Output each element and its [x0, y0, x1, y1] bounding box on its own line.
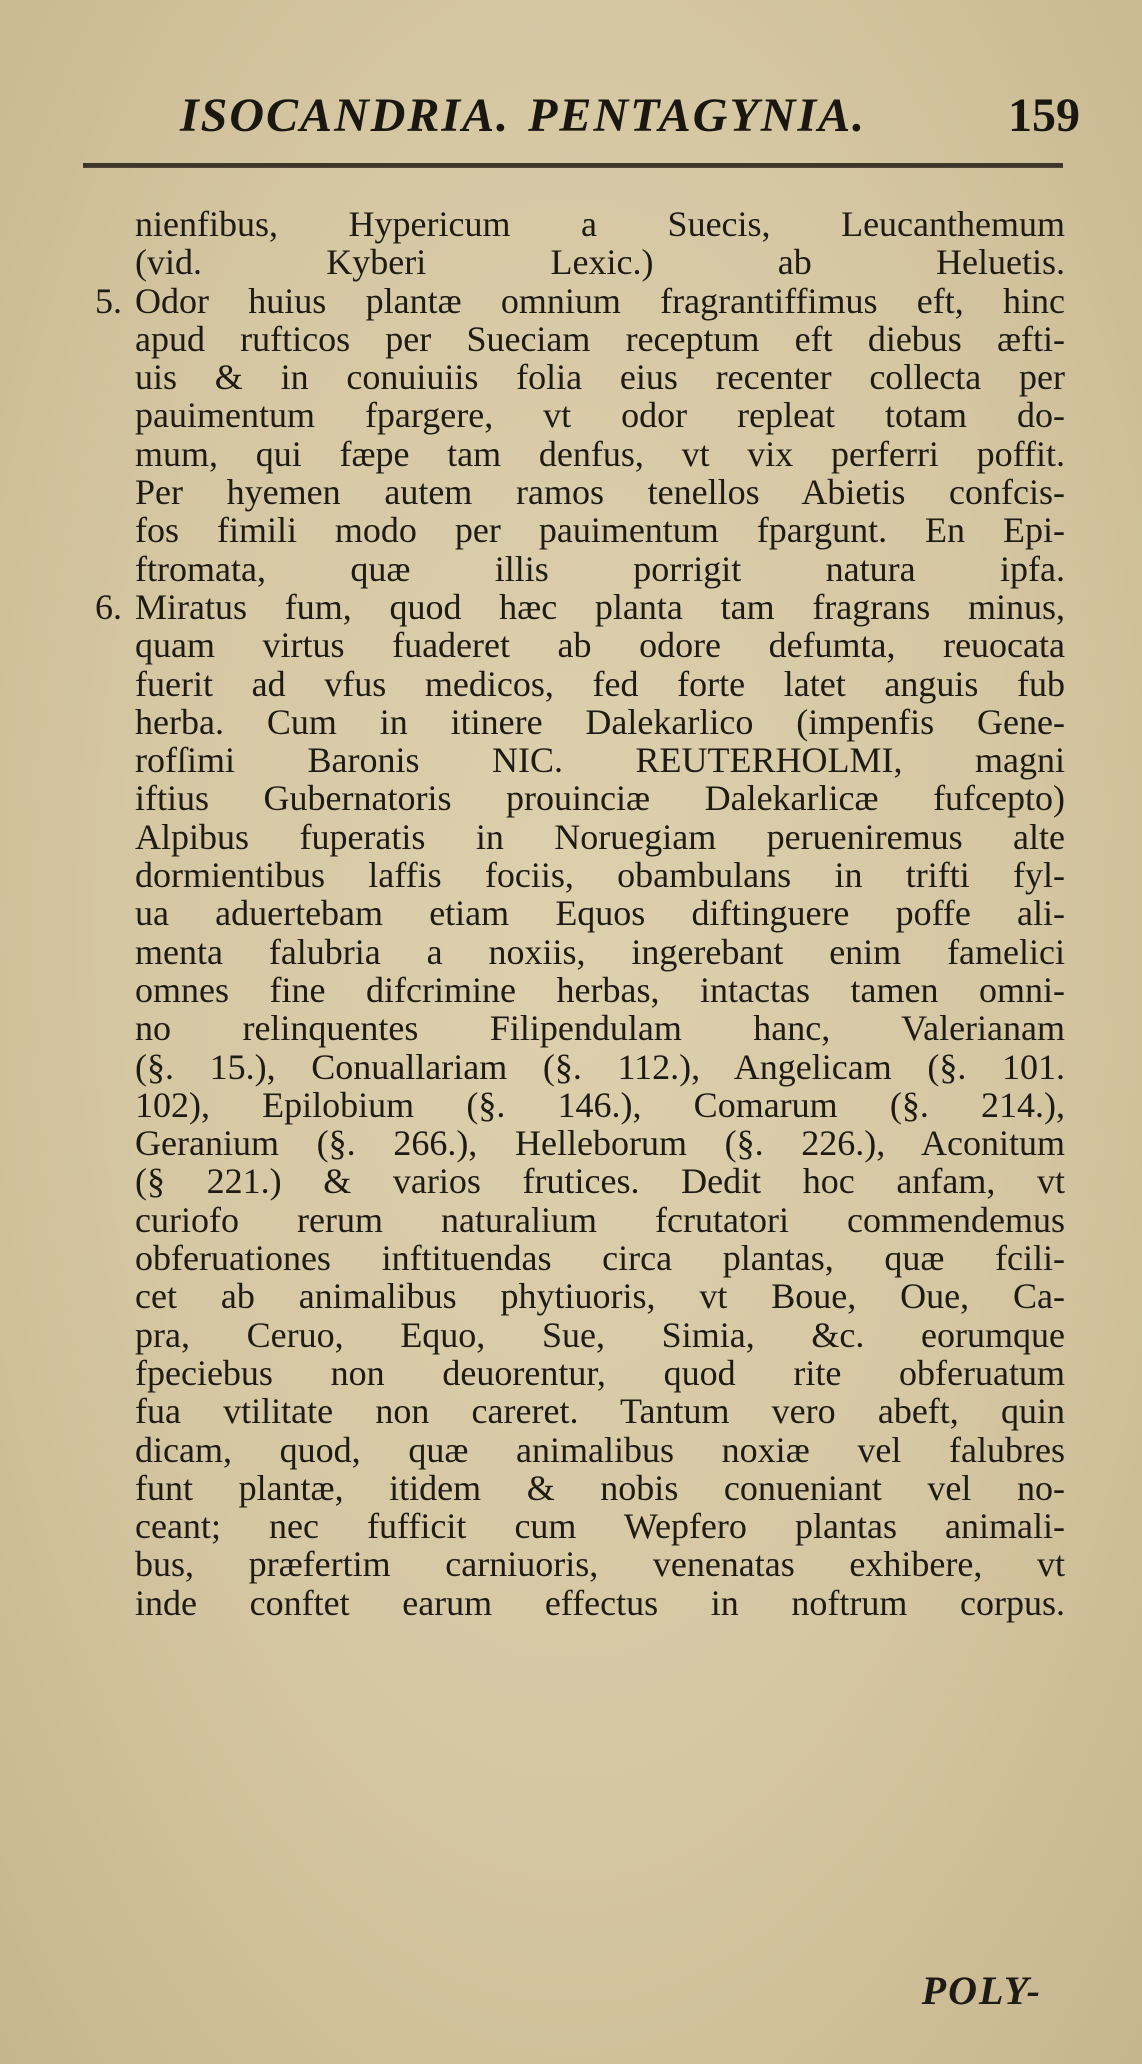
- header-rule: [83, 163, 1063, 168]
- text-line: [95, 1469, 1075, 1507]
- line-text: (vid. Kyberi Lexic.) ab Heluetis.: [135, 242, 1065, 283]
- text-line: [95, 320, 1075, 358]
- text-line: [95, 205, 1075, 243]
- text-line: [95, 1277, 1075, 1315]
- line-text: ua aduertebam etiam Equos diftinguere poffe ali-: [135, 893, 1065, 934]
- text-line: [95, 473, 1075, 511]
- running-head-title-right: PENTAGYNIA.: [528, 89, 867, 142]
- line-text: bus, præfertim carniuoris, venenatas exhibere, vt: [135, 1544, 1065, 1585]
- text-line: [95, 282, 1075, 320]
- line-text: mum, qui fæpe tam denfus, vt vix perferri poffit.: [135, 433, 1065, 474]
- text-line: [95, 703, 1075, 741]
- line-text: Alpibus fuperatis in Noruegiam perueniremus alte: [135, 816, 1065, 857]
- line-text: (§. 15.), Conuallariam (§. 112.), Angelicam (§. 101.: [135, 1046, 1065, 1087]
- line-text: rofſimi Baronis NIC. REUTERHOLMI, magni: [135, 740, 1065, 781]
- line-text: iftius Gubernatoris prouinciæ Dalekarlicæ fufcepto): [135, 778, 1065, 819]
- text-line: [95, 665, 1075, 703]
- line-text: ceant; nec fufficit cum Wepfero plantas animali-: [135, 1506, 1065, 1547]
- line-text: uis & in conuiuiis folia eius recenter collecta per: [135, 357, 1065, 398]
- line-text: pra, Ceruo, Equo, Sue, Simia, &c. eorumque: [135, 1314, 1065, 1355]
- line-text: (§ 221.) & varios frutices. Dedit hoc anfam, vt: [135, 1161, 1065, 1202]
- text-line: [95, 741, 1075, 779]
- line-text: fos fimili modo per pauimentum fpargunt. En Epi-: [135, 510, 1065, 551]
- line-text: funt plantæ, itidem & nobis conueniant vel no-: [135, 1467, 1065, 1508]
- line-text: ftromata, quæ illis porrigit natura ipfa.: [135, 548, 1065, 589]
- line-text: dormientibus laffis fociis, obambulans in trifti fyl-: [135, 855, 1065, 896]
- text-line: [95, 779, 1075, 817]
- line-text: curiofo rerum naturalium fcrutatori commendemus: [135, 1199, 1065, 1240]
- line-text: fpeciebus non deuorentur, quod rite obferuatum: [135, 1352, 1065, 1393]
- text-line: [95, 1162, 1075, 1200]
- text-line: [95, 588, 1075, 626]
- text-line: [95, 971, 1075, 1009]
- text-line: [95, 1507, 1075, 1545]
- line-text: herba. Cum in itinere Dalekarlico (impenfis Gene-: [135, 701, 1065, 742]
- text-line: [95, 894, 1075, 932]
- catchword: POLY-: [921, 1968, 1042, 2013]
- line-text: dicam, quod, quæ animalibus noxiæ vel falubres: [135, 1429, 1065, 1470]
- line-text: quam virtus fuaderet ab odore defumta, reuocata: [135, 625, 1065, 666]
- line-text: Miratus fum, quod hæc planta tam fragrans minus,: [135, 586, 1065, 627]
- text-line: [95, 1354, 1075, 1392]
- text-line: [95, 856, 1075, 894]
- text-line: [95, 1124, 1075, 1162]
- line-text: obferuationes inftituendas circa plantas, quæ fcili-: [135, 1238, 1065, 1279]
- line-text: pauimentum fpargere, vt odor repleat totam do-: [135, 395, 1065, 436]
- line-text: fuerit ad vfus medicos, fed forte latet anguis fub: [135, 663, 1065, 704]
- running-head-title-left: ISOCANDRIA.: [180, 89, 511, 142]
- line-text: Per hyemen autem ramos tenellos Abietis confcis-: [135, 472, 1065, 513]
- paragraph-number: 5.: [95, 280, 122, 321]
- line-text: menta falubria a noxiis, ingerebant enim famelici: [135, 931, 1065, 972]
- line-text: cet ab animalibus phytiuoris, vt Boue, Oue, Ca-: [135, 1276, 1065, 1317]
- line-text: nienfibus, Hypericum a Suecis, Leucanthemum: [135, 204, 1065, 244]
- text-line: [95, 1431, 1075, 1469]
- text-line: [95, 1392, 1075, 1430]
- text-line: [95, 511, 1075, 549]
- text-line: [95, 933, 1075, 971]
- text-line: [95, 1239, 1075, 1277]
- text-line: [95, 626, 1075, 664]
- text-line: [95, 358, 1075, 396]
- text-line: [95, 1584, 1075, 1622]
- text-line: [95, 435, 1075, 473]
- text-line: [95, 1086, 1075, 1124]
- line-text: no relinquentes Filipendulam hanc, Valerianam: [135, 1008, 1065, 1049]
- text-line: [95, 1201, 1075, 1239]
- text-line: [95, 396, 1075, 434]
- main-text-block: [95, 205, 1075, 1622]
- text-line: [95, 818, 1075, 856]
- line-text: inde conftet earum effectus in noftrum corpus.: [135, 1582, 1065, 1623]
- text-line: [95, 550, 1075, 588]
- text-line: [95, 1545, 1075, 1583]
- line-text: omnes fine difcrimine herbas, intactas tamen omni-: [135, 969, 1065, 1010]
- text-line: [95, 1009, 1075, 1047]
- text-line: [95, 1316, 1075, 1354]
- line-text: fua vtilitate non careret. Tantum vero abeft, quin: [135, 1391, 1065, 1432]
- line-text: Geranium (§. 266.), Helleborum (§. 226.), Aconitum: [135, 1123, 1065, 1164]
- paragraph-number: 6.: [95, 586, 122, 627]
- text-line: [95, 243, 1075, 281]
- line-text: Odor huius plantæ omnium fragrantiffimus eft, hinc: [135, 280, 1065, 321]
- running-head: [180, 88, 1080, 143]
- line-text: 102), Epilobium (§. 146.), Comarum (§. 214.),: [135, 1084, 1065, 1125]
- text-line: [95, 1048, 1075, 1086]
- page-number: 159: [1008, 89, 1080, 142]
- line-text: apud rufticos per Sueciam receptum eft diebus æfti-: [135, 318, 1065, 359]
